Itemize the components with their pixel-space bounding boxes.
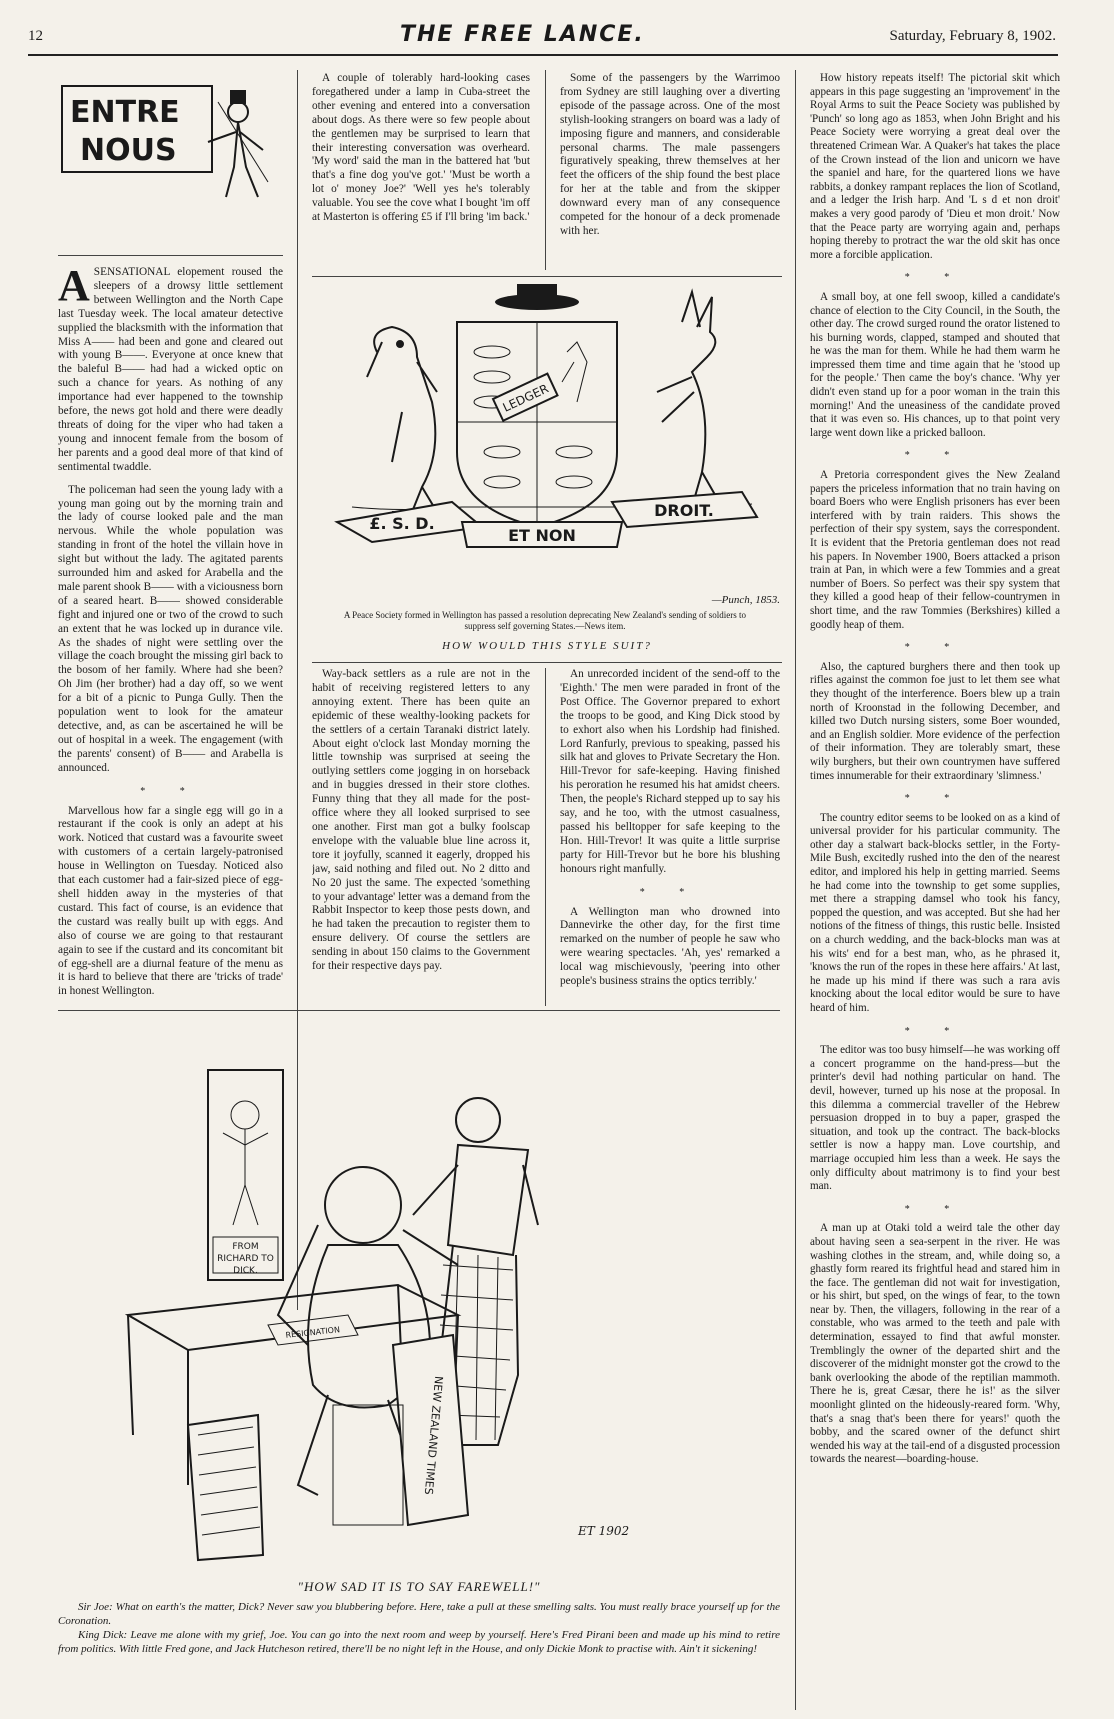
pretoria-story: A Pretoria correspondent gives the New Zealand papers the priceless information that no train having on board Boers who were English prisoners has ever been interfered with by train raiders. This shows the perfection of their spy system, says the correspondent. It is evident that the Pretoria gentleman does not read his papers. In November 1900, Boers attacked a prison train at Pan, in which were a few Tommies and a great number of Boers. So perfect was their spy system that they killed a good heap of their fellow-countrymen in short time, and the raw Tommies (Berkshires) killed a goodly heap of them.	[810, 469, 1060, 631]
column-3-top	[560, 72, 780, 272]
printers-devil-story: The editor was too busy himself—he was working off a concert programme on the hand-press—but the printer's devil had nothing particular on hand. The devil, however, turned up his nose at the proposal. In this dilemma a commercial traveller of the Hebrew persuasion dropped in to buy a paper, grasped the situation, and took up the contract. The back-blocks settler is now a happy man. Love courtship, and marriage occupied him less than a week. He says the only difficulty about matrimony is to find your best man.	[810, 1044, 1060, 1193]
spectacles-story: A Wellington man who drowned into Dannevirke the other day, for the first time remarked on the number of people he saw who were wearing spectacles. 'Ah, yes' remarked a local wag mischievously, 'peering into other people's business strains the optics terribly.'	[560, 905, 780, 988]
cartoon2-caption	[58, 1600, 780, 1656]
farewell-illustration	[58, 1015, 780, 1575]
entre-nous-logo	[58, 72, 283, 202]
policeman-story: The policeman had seen the young lady with a young man going out by the morning train and the lady of course looked pale and the man nervous. While the whole population was standing in front of the hotel the villain hove in sight but without the lady. The agitated parents surrounded him and asked for Arabella and the male parent shook B—— with a viciousness born of a seared heart. B—— showed considerable fight and injured one or two of the crowd to such an extent that he was locked up in durance vile. As the shades of night were settling over the village the coach brought the missing girl back to the bosom of her family. Where had she been? Oh Jim (her brother) had a day off, so we went for a bit of a picnic to Punga Gully. Then the population went to look for the amateur detective, and, as can be ascertained he will be out of hospital in a week. The engagement (with the parents' consent) of B—— and Arabella is announced.	[58, 483, 283, 774]
artist-signature: ET 1902	[578, 1524, 630, 1538]
history-repeats-story: How history repeats itself! The pictorial skit which appears in this page suggesting an 'improvement' in the Royal Arms to suit the Peace Society was published by 'Punch' so long ago as 1853, when John Bright and his Peace Society were worrying a great deal over the threatened Crimean War. A Quaker's hat takes the place of the Crown instead of the lion and unicorn we have the spaniel and hare, for the quartered lions we have rabbits, a donkey rampant replaces the lion of Scotland, and a ledger the Irish harp. And 'L s d et non droit' makes a very good parody of 'Dieu et mon droit.' Now that the Peace party are worrying again and, perhaps hoping thereby to protract the war the old skit has once more a forcible application.	[810, 72, 1060, 261]
resignation-papers: RESIGNATION	[285, 1325, 341, 1340]
column-4: How history repeats itself! The pictorial skit which appears in this page suggesting an 'improvement' in the Royal Arms to suit the Peace Society was published by 'Punch' so long ago as 1853, when John Bright and his Peace Society were worrying a great deal over the threatened Crimean War. A Quaker's hat takes the place of the Crown instead of the lion and unicorn we have the spaniel and hare, for the quartered lions we have rabbits, a donkey rampant replaces the lion of Scotland, and a ledger the Irish harp. And 'L s d et non droit' makes a very good parody of 'Dieu et mon droit.' Now that the Peace party are worrying again and, perhaps hoping thereby to protract the war the old skit has once more a forcible application. * * A small boy, at one fell swoop, killed a candidate's chance of election to the City Council, in the South, the other day. The crowd surged round the orator listened to his burning words, clapped, stamped and shouted that he was the man for them. While he had them warm he impressed them time and time again that he 'stood up for the people.' Then came the boy's chance. 'Why yer didn't even stand up for a poor woman in the train this morning!' And the uneasiness of the candidate proved that it was even so. His chances, up to that point very large went down like a pricked balloon. * * A Pretoria correspondent gives the New Zealand papers the priceless information that no train having on board Boers who were English prisoners has ever been interfered with by train raiders. This shows the perfection of their spy system, says the correspondent. It is evident that the Pretoria gentleman does not read his papers. In November 1900, Boers attacked a prison train at Pan, in which were a few Tommies and a great number of Boers. So perfect was their spy system that they killed a good heap of their fellow-countrymen in short time, and the raw Tommies (Berkshires) killed a goodly heap of them. * * Also, the captured burghers there and then took up rifles against the common foe just to let them see what they thought of the interference. Boers blew up a train north of Kroonstad in the following December, and killed two Dutch nursing sisters, some Boer wounded, and an English soldier. More evidence of the perfection of their information. They are tolerably smart, these wily burghers, but their own countrymen have suffered times innumerable for their extraordinary 'slimness.' * * The country editor seems to be looked on as a kind of universal provider for his particular community. The other day a stalwart back-blocks settler, in the Forty-Mile Bush, excitedly rushed into the den of the nearest editor, and implored his help in getting married. Seems he had come into the township to get some supplies, met there a strapping damsel who took his fancy, popped the question, and was accepted. But she had her notions of the fitness of things, this rustic belle. Insisted on a church wedding, and the back-blocks man was at his wits' end for a best man, who, as he phrased it, 'knows the run of the ropes in these here affairs.' At last, he made up his mind if there was such a rara avis knocking about the local editor would be sure to have heard of him. * * The editor was too busy himself—he was working off a concert programme on the hand-press—but the printer's devil had nothing particular on hand. The devil, however, turned up his nose at the proposal. In this dilemma a commercial traveller of the Hebrew persuasion dropped in to buy a paper, grasped the situation, and took up the contract. The back-blocks settler is now a happy man. Love courtship, and marriage occupied him less than a week. He says the only difficulty about matrimony is to find your best man. * * A man up at Otaki told a weird tale the other day about having seen a sea-serpent in the river. He was washing clothes in the stream, and, while doing so, a ghastly form reared its frightful head and stared him in the face. The gentleman did not wait for investigation, or his shirt, but sped, on the wings of fear, to the town near by. Then, the villagers, following in the rear of a constable, who was armed to the teeth and pale with determination, essayed to find that awful monster. Tremblingly the owner of the departed shirt and the discoverer of the midnight monster got the crowd to the bank overlooking the abode of the reptilian mammoth. There he is, great Cæsar, there he is!' as the silver moonlight glinted on the hideously-reared form. 'Why, that's a snag that's been there for years!' quoth the bobby, and the scared owner of the defunct shirt wended his way at the tail-end of a disgusted procession towards the nearest—boarding-house.	[810, 72, 1060, 1466]
column-1: ASENSATIONAL elopement roused the sleepers of a drowsy little settlement between Wellington and the North Cape last Tuesday week. The local amateur detective supplied the blacksmith with the information that Miss A—— had been and gone and cleared out with young B——. Everyone at once knew that the baleful B—— had had a wicked optic on such a chance for years. As nothing of any importance had ever happened to the township before, the news got hold and there were deadly threats of doing for the viper who had taken a young and innocent female from the bosom of her parents and a good deal more of that kind of sentimental twaddle. The policeman had seen the young lady with a young man going out by the morning train and the lady of course looked pale and the man nervous. While the whole population was standing in front of the hotel the villain hove in sight but without the lady. The agitated parents surrounded him and asked for Arabella and the male parent shook B—— with a viciousness born of a seared heart. B—— showed considerable fight and injured one or two of the crowd to such an extent that he was locked up in durance vile. As the shades of night were settling over the village the coach brought the missing girl back to the bosom of her family. Where had she been? Oh Jim (her brother) had a day off, so we went for a bit of a picnic to Punga Gully. Then the population went to look for the amateur detective, and, as can be ascertained he will be out of hospital in a week. The engagement (with the parents' consent) of B—— and Arabella is announced. * * Marvellous how far a single egg will go in a restaurant if the cook is only an adept at his work. Noticed that custard was a favourite sweet with customers of a certain largely-patronised house in Wellington on Tuesday. Noticed also that each customer had a fair-sized piece of egg-shell hidden away in the mysteries of that custard. This fact of course, is an evidence that the custard was really built up with eggs. And also of course we are going to that restaurant again to see if the custard and its concomitant bit of egg-shell are a diurnal feature of the menu as it is hard to believe that there are 'tricks of trade' in honest Wellington.	[58, 266, 283, 998]
hare	[657, 292, 737, 512]
column-3-mid: An unrecorded incident of the send-off to the 'Eighth.' The men were paraded in front of the Post Office. The Governor prepared to exhort the troops to be good, and King Dick stood by to exhort also when his Lordship had finished. Lord Ranfurly, previous to speaking, passed his silk hat and gloves to Private Secretary the Hon. Hill-Trevor for safe-keeping. Having finished his peroration he resumed his hat amidst cheers. Then, the people's Richard stepped up to say his say, and he too, with the utmost casualness, passed his belltopper for safe keeping to the Hon. Hill-Trevor! It was quite a little surprise party for Hill-Trevor but he bore his blushing honours right manfully. * * A Wellington man who drowned into Dannevirke the other day, for the first time remarked on the number of people he saw who were wearing spectacles. 'Ah, yes' remarked a local wag mischievously, 'peering into other people's business strains the optics terribly.'	[560, 668, 780, 988]
top-hat	[230, 90, 246, 104]
scroll-right-text: DROIT.	[654, 501, 714, 520]
cartoon2-title: "HOW SAD IT IS TO SAY FAREWELL!"	[297, 1579, 541, 1594]
scroll-left-text: £. S. D.	[369, 514, 435, 533]
entre-nous-logo-art	[58, 72, 283, 202]
small-boy-story: A small boy, at one fell swoop, killed a candidate's chance of election to the City Council, in the South, the other day. The crowd surged round the orator listened to his burning words, clapped, stamped and shouted that he was the man for them. While he had them warm he impressed them time and time again that he 'stood up for the people.' Then came the boy's chance. 'Why yer didn't even stand up for a poor woman in the train this morning!' And the uneasiness of the candidate proved that it was even so. His chances, up to that point very large went down like a pricked balloon.	[810, 290, 1060, 439]
king-dick-head	[325, 1167, 401, 1243]
punch-credit: —Punch, 1853.	[711, 594, 780, 606]
column-2-top	[312, 72, 530, 272]
country-editor-story: The country editor seems to be looked on as a kind of universal provider for his particular community. The other day a stalwart back-blocks settler, in the Forty-Mile Bush, excitedly rushed into the den of the nearest editor, and implored his help in getting married. Seems he had come into the township to get some supplies, met there a strapping damsel who took his fancy, popped the question, and was accepted. But she had her notions of the fitness of things, this rustic belle. Insisted on a church wedding, and the back-blocks man was at his wits' end for a best man, who, as he phrased it, 'knows the run of the ropes in these here affairs.' At last, he made up his mind if there was such a rara avis knocking about the local editor would be sure to have heard of him.	[810, 811, 1060, 1014]
peace-society-note: A Peace Society formed in Wellington has passed a resolution deprecating New Zealand's sending of soldiers to suppress self governing States.—News item.	[343, 610, 747, 631]
masthead: THE FREE LANCE.	[400, 22, 645, 47]
peace-arms-illustration	[312, 282, 782, 592]
page-number: 12	[28, 28, 43, 44]
elopement-story: SENSATIONAL elopement roused the sleepers of a drowsy little settlement between Wellington and the North Cape last Tuesday week. The local amateur detective supplied the blacksmith with the information that Miss A—— had been and gone and cleared out with young B——. Everyone at once knew that the baleful B—— had had a wicked optic on such a chance for years. As nothing of any importance had ever happened to the township before, the news got hold and there were deadly threats of doing for the viper who had taken a young and innocent female from the bosom of her parents and a good deal more of that kind of sentimental twaddle.	[58, 266, 283, 473]
column-2-mid	[312, 668, 530, 1006]
sir-joe-head	[456, 1098, 500, 1142]
farewell-cartoon	[58, 1015, 780, 1575]
sea-serpent-story: A man up at Otaki told a weird tale the other day about having seen a sea-serpent in the river. He was washing clothes in the stream, and, while doing so, a ghastly form reared its frightful head and stared him in the face. The gentleman did not wait for investigation, or his shirt, but sped, on the wings of fear, to the town near by. Then, the villagers, following in the rear of a constable, who was armed to the teeth and pale with determination, essayed to find that awful monster. Tremblingly the owner of the departed shirt and the discoverer of the midnight monster got the crowd to the bank overlooking the abode of the reptilian mammoth. There he is, great Cæsar, there he is!' as the silver moonlight glinted on the hideously-reared form. 'Why, that's a snag that's been there for years!' quoth the bobby, and the scared owner of the defunct shirt wended his way at the tail-end of a disgusted procession towards the nearest—boarding-house.	[810, 1222, 1060, 1466]
logo-nous: NOUS	[80, 133, 177, 168]
issue-date: Saturday, February 8, 1902.	[889, 28, 1056, 44]
king-dick-caption: King Dick: Leave me alone with my grief, Joe. You can go into the next room and weep by yourself. Here's Fred Pirani been and made up his mind to retire from politics. With little Fred gone, and Jack Hutcheson retired, there'll be no night left in the House, and only Dickie Monk to practise with. Ain't it sickening!	[58, 1629, 780, 1655]
scroll-center-text: ET NON	[508, 526, 576, 545]
poster-caption: FROM RICHARD TO DICK.	[217, 1242, 274, 1273]
cartoon1-title: HOW WOULD THIS STYLE SUIT?	[442, 640, 652, 652]
sir-joe-caption: Sir Joe: What on earth's the matter, Dick? Never saw you blubbering before. Here, take a pull at these smelling salts. You must really brace yourself up for the Coronation.	[58, 1601, 780, 1627]
egg-story: Marvellous how far a single egg will go in a restaurant if the cook is only an adept at his work. Noticed that custard was a favourite sweet with customers of a certain largely-patronised house in Wellington on Tuesday. Noticed also that each customer had a fair-sized piece of egg-shell hidden away in the mysteries of that custard. This fact of course, is an evidence that the custard was really built up with eggs. And also of course we are going to that restaurant again to see if the custard and its concomitant bit of egg-shell are a diurnal feature of the menu as it is hard to believe that there are 'tricks of trade' in honest Wellington.	[58, 804, 283, 998]
header-rule	[28, 54, 1058, 56]
spaniel	[367, 327, 452, 512]
newspaper-title: NEW ZEALAND TIMES	[421, 1375, 446, 1496]
warrimoo-story: Some of the passengers by the Warrimoo from Sydney are still laughing over a diverting episode of the passage across. One of the most stylish-looking strangers on board was a lady of imposing figure and manners, and considerable personal charms. The male passengers figuratively speaking, threw themselves at her feet the officers of the ship found the best place for her at the table and from the skipper downward every man of any consequence competed for the honour of a deck promenade with her.	[560, 72, 780, 237]
drop-cap: A	[58, 266, 90, 310]
peace-arms-cartoon	[312, 282, 782, 592]
eighth-sendoff-story: An unrecorded incident of the send-off to the 'Eighth.' The men were paraded in front of the Post Office. The Governor prepared to exhort the troops to be good, and King Dick stood by to exhort also when his Lordship had finished. Lord Ranfurly, previous to speaking, passed his silk hat and gloves to Private Secretary the Hon. Hill-Trevor for safe-keeping. Having finished his peroration he resumed his hat amidst cheers. Then, the people's Richard stepped up to say his say, and he too, with the utmost casualness, passed his belltopper for safe keeping to the Hon. Hill-Trevor! It was quite a little surprise party for Hill-Trevor but he bore his blushing honours right manfully.	[560, 668, 780, 875]
burghers-story: Also, the captured burghers there and then took up rifles against the common foe just to let them see what they thought of the interference. Boers blew up a train north of Kroonstad in the following December, and killed two Dutch nursing sisters, some Boer wounded, and an English soldier. More evidence of the perfection of their information. They are tolerably smart, these wily burghers, but their own countrymen have suffered times innumerable for their extraordinary 'slimness.'	[810, 660, 1060, 782]
logo-entre: ENTRE	[70, 95, 180, 130]
chair	[333, 1405, 403, 1525]
dog-story: A couple of tolerably hard-looking cases foregathered under a lamp in Cuba-street the other evening and entered into a conversation about dogs. As there were so few people about the gentlemen may be surprised to learn that their interesting conversation was overheard. 'My word' said the man in the battered hat 'but that's a fine dog you've got.' 'Must be worth a lot o' money Joe?' 'Well yes he's tolerably valuable. You see the cove what I bought 'im off at Masterton is offering £5 if I'll bring 'im back.'	[312, 72, 530, 224]
ledger-text: LEDGER	[500, 381, 551, 415]
registered-letters-story: Way-back settlers as a rule are not in the habit of receiving registered letters to any annoying extent. There has been quite an epidemic of these wealthy-looking packets for the settlers of a certain Taranaki district lately. About eight o'clock last Monday morning the little township was surprised at seeing the outlying settlers come jogging in on horseback and in buggies dressed in their store clothes. Funny thing that they all made for the post-office where they all looked surprised to see one another. First man got a bulky foolscap envelope with the valuable blue line across it, tore it joyfully, scanned it eagerly, dropped his jaw, said nothing and filed out. No 2 ditto and No 20 just the same. The expected 'something to your advantage' letter was a demand from the Rabbit Inspector to keep those pests down, and he had taken the precaution to register them to ensure delivery. Of course the settlers are sending in about 150 claims to the Government for their respective days pay.	[312, 668, 530, 973]
figure-head	[228, 102, 248, 122]
sir-joe-vest	[448, 1145, 528, 1255]
